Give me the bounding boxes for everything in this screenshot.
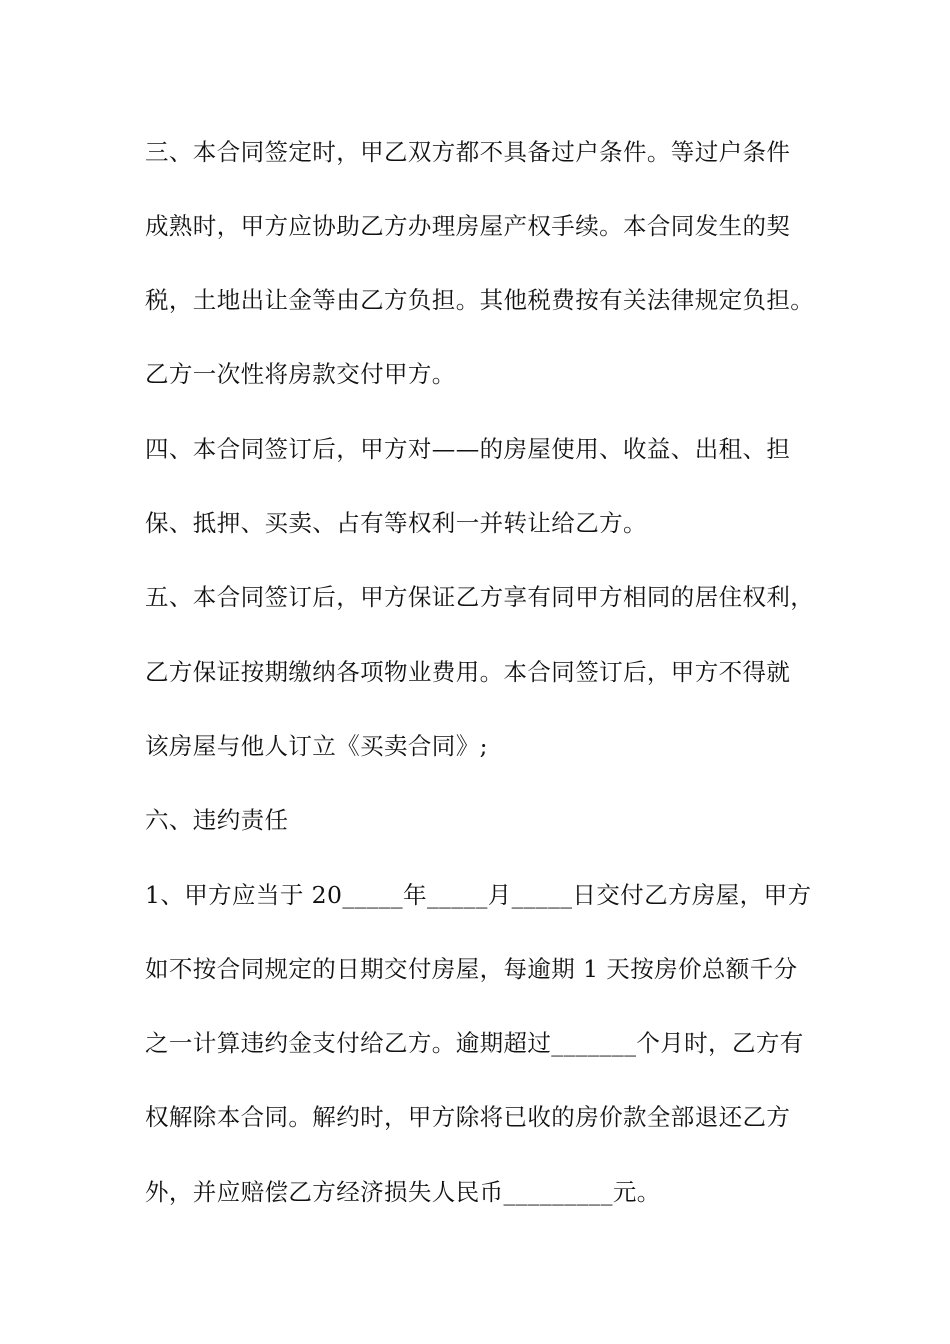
text-line: 外，并应赔偿乙方经济损失人民币_________元。 <box>145 1178 661 1206</box>
text-line: 权解除本合同。解约时，甲方除将已收的房价款全部退还乙方 <box>145 1103 791 1131</box>
text-line: 成熟时，甲方应协助乙方办理房屋产权手续。本合同发生的契 <box>145 212 791 240</box>
text-line: 如不按合同规定的日期交付房屋，每逾期 1 天按房价总额千分 <box>145 955 798 983</box>
text-line: 税，土地出让金等由乙方负担。其他税费按有关法律规定负担。 <box>145 286 815 314</box>
text-line: 保、抵押、买卖、占有等权利一并转让给乙方。 <box>145 509 647 537</box>
text-line: 五、本合同签订后，甲方保证乙方享有同甲方相同的居住权利， <box>145 583 815 611</box>
text-line: 三、本合同签定时，甲乙双方都不具备过户条件。等过户条件 <box>145 138 791 166</box>
text-line: 1、甲方应当于 20_____年_____月_____日交付乙方房屋，甲方 <box>145 881 812 909</box>
text-line: 该房屋与他人订立《买卖合同》; <box>145 732 488 760</box>
text-line: 乙方保证按期缴纳各项物业费用。本合同签订后，甲方不得就 <box>145 658 791 686</box>
text-line: 之一计算违约金支付给乙方。逾期超过_______个月时，乙方有 <box>145 1029 804 1057</box>
text-line: 四、本合同签订后，甲方对——的房屋使用、收益、出租、担 <box>145 435 791 463</box>
text-line: 乙方一次性将房款交付甲方。 <box>145 360 456 388</box>
section-heading: 六、违约责任 <box>145 806 289 834</box>
